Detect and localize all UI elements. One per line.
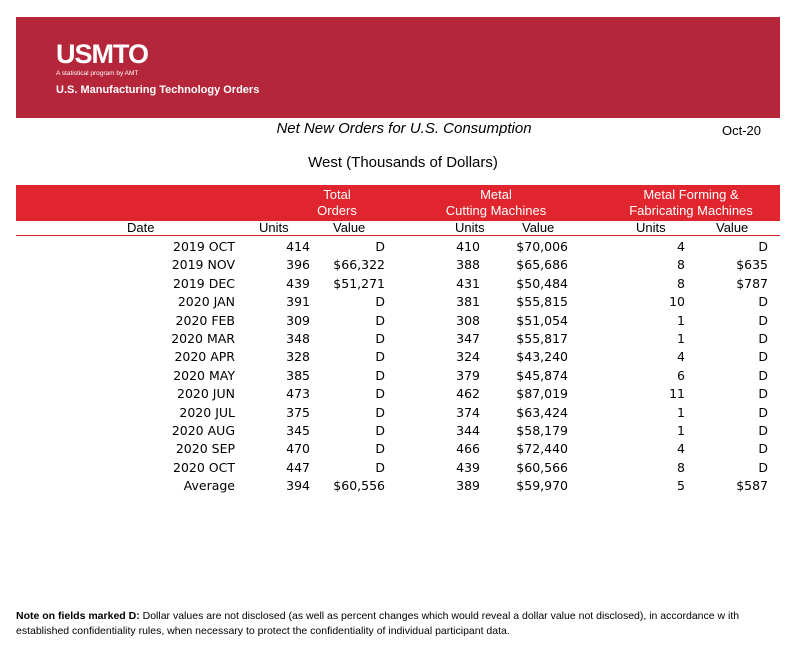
cell-date: 2020 MAY: [173, 367, 235, 383]
cell-forming-value: D: [758, 459, 768, 475]
cell-forming-value: D: [758, 294, 768, 310]
col-cutting-units: Units: [455, 220, 485, 235]
cell-date: 2019 OCT: [173, 239, 235, 254]
cell-forming-units: 8: [677, 275, 685, 291]
cell-total-units: 447: [286, 459, 310, 475]
cell-date: 2019 DEC: [172, 275, 235, 291]
table-row: [0, 422, 800, 440]
cell-total-units: 391: [286, 294, 310, 310]
cell-date: 2020 AUG: [171, 422, 235, 438]
cell-forming-value: $635: [736, 257, 768, 273]
cell-forming-units: 1: [677, 422, 685, 438]
cell-total-value: D: [375, 312, 385, 328]
cell-forming-units: 8: [677, 459, 685, 475]
col-cutting-value: Value: [522, 220, 555, 235]
cell-total-units: 473: [286, 386, 310, 402]
banner-title: U.S. Manufacturing Technology Orders: [56, 84, 260, 96]
cell-forming-value: D: [758, 312, 768, 328]
table-row: [0, 440, 800, 458]
cell-total-value: D: [375, 367, 385, 383]
col-forming-value: Value: [716, 220, 749, 235]
table-row: [0, 348, 800, 366]
group-total-orders: Total Orders: [317, 187, 357, 218]
col-forming-units: Units: [636, 220, 666, 235]
cell-cutting-value: $58,179: [516, 422, 568, 438]
cell-cutting-units: 466: [456, 441, 480, 457]
col-total-value: Value: [333, 220, 366, 235]
table-row: [0, 330, 800, 348]
cell-cutting-value: $59,970: [516, 478, 568, 494]
cell-cutting-units: 410: [456, 239, 480, 254]
data-table: [0, 238, 800, 495]
cell-total-value: D: [375, 441, 385, 457]
cell-cutting-units: 379: [456, 367, 480, 383]
cell-forming-value: $587: [736, 478, 768, 494]
group-header-bar: [16, 185, 780, 221]
cell-forming-value: D: [758, 386, 768, 402]
cell-cutting-value: $72,440: [516, 441, 568, 457]
cell-total-value: D: [375, 349, 385, 365]
cell-forming-value: D: [758, 404, 768, 420]
cell-date: 2020 FEB: [175, 312, 235, 328]
cell-cutting-value: $45,874: [516, 367, 568, 383]
table-row: [0, 293, 800, 311]
cell-forming-units: 5: [677, 478, 685, 494]
cell-date: 2020 JAN: [177, 294, 235, 310]
cell-cutting-value: $63,424: [516, 404, 568, 420]
logo-subtitle: A statistical program by AMT: [56, 70, 139, 77]
cell-forming-value: D: [758, 330, 768, 346]
cell-cutting-units: 308: [456, 312, 480, 328]
cell-date: 2020 JUL: [179, 404, 235, 420]
header-divider: [16, 235, 780, 236]
cell-cutting-units: 431: [456, 275, 480, 291]
cell-date: Average: [183, 478, 235, 494]
cell-forming-value: D: [758, 349, 768, 365]
cell-forming-units: 4: [677, 349, 685, 365]
cell-cutting-units: 388: [456, 257, 480, 273]
cell-forming-units: 8: [677, 257, 685, 273]
cell-cutting-units: 374: [456, 404, 480, 420]
cell-total-units: 309: [286, 312, 310, 328]
cell-forming-units: 1: [677, 330, 685, 346]
cell-forming-units: 6: [677, 367, 685, 383]
cell-total-units: 348: [286, 330, 310, 346]
cell-total-units: 328: [286, 349, 310, 365]
table-row: [0, 404, 800, 422]
table-row: [0, 256, 800, 274]
table-row: [0, 385, 800, 403]
cell-total-units: 414: [286, 239, 310, 254]
cell-date: 2020 SEP: [175, 441, 235, 457]
cell-total-value: D: [375, 239, 385, 254]
cell-cutting-units: 389: [456, 478, 480, 494]
cell-total-value: D: [375, 294, 385, 310]
cell-forming-units: 1: [677, 404, 685, 420]
cell-cutting-value: $51,054: [516, 312, 568, 328]
usmto-logo: USMTO: [56, 39, 149, 69]
cell-total-value: D: [375, 330, 385, 346]
cell-cutting-value: $50,484: [516, 275, 568, 291]
cell-total-units: 385: [286, 367, 310, 383]
cell-total-units: 375: [286, 404, 310, 420]
cell-date: 2020 JUN: [177, 386, 235, 402]
cell-cutting-units: 381: [456, 294, 480, 310]
cell-total-units: 439: [286, 275, 310, 291]
table-row: [0, 238, 800, 256]
table-row: [0, 312, 800, 330]
cell-cutting-units: 462: [456, 386, 480, 402]
cell-forming-value: D: [758, 422, 768, 438]
cell-forming-units: 4: [677, 239, 685, 254]
cell-total-value: $51,271: [333, 275, 385, 291]
cell-cutting-value: $70,006: [516, 239, 568, 254]
cell-total-value: D: [375, 386, 385, 402]
cell-total-value: D: [375, 459, 385, 475]
cell-total-units: 396: [286, 257, 310, 273]
cell-cutting-value: $55,815: [516, 294, 568, 310]
table-row: [0, 275, 800, 293]
average-row: [0, 477, 800, 495]
table-row: [0, 367, 800, 385]
region-title: West (Thousands of Dollars): [308, 154, 498, 171]
cell-date: 2020 OCT: [173, 459, 235, 475]
report-period: Oct-20: [722, 123, 762, 138]
cell-forming-value: D: [758, 367, 768, 383]
cell-cutting-value: $87,019: [516, 386, 568, 402]
cell-total-units: 470: [286, 441, 310, 457]
cell-forming-value: D: [758, 441, 768, 457]
cell-forming-units: 10: [669, 294, 685, 310]
cell-cutting-value: $55,817: [516, 330, 568, 346]
table-row: [0, 459, 800, 477]
cell-cutting-units: 344: [456, 422, 480, 438]
cell-total-value: D: [375, 404, 385, 420]
cell-forming-units: 1: [677, 312, 685, 328]
cell-cutting-units: 347: [456, 330, 480, 346]
cell-forming-value: D: [758, 239, 768, 254]
col-date: Date: [127, 220, 155, 235]
cell-cutting-value: $43,240: [516, 349, 568, 365]
cell-date: 2019 NOV: [171, 257, 235, 273]
cell-cutting-units: 439: [456, 459, 480, 475]
cell-total-units: 394: [286, 478, 310, 494]
cell-forming-value: $787: [736, 275, 768, 291]
cell-total-value: D: [375, 422, 385, 438]
cell-total-value: $66,322: [333, 257, 385, 273]
cell-forming-units: 4: [677, 441, 685, 457]
cell-total-value: $60,556: [333, 478, 385, 494]
header-banner: [16, 17, 780, 118]
cell-date: 2020 MAR: [171, 330, 235, 346]
cell-date: 2020 APR: [174, 349, 235, 365]
footnote: Note on fields marked D: Dollar values are not disclosed (as well as percent changes which would reveal a dollar value not disclosed), in accordance w ith established confidentiality rules, when necessary to protect the confidentiality of individual participant data.: [16, 610, 740, 637]
group-metal-cutting: Metal Cutting Machines: [445, 187, 547, 218]
cell-cutting-units: 324: [456, 349, 480, 365]
cell-total-units: 345: [286, 422, 310, 438]
cell-forming-units: 11: [669, 386, 685, 402]
cell-cutting-value: $65,686: [516, 257, 568, 273]
cell-cutting-value: $60,566: [516, 459, 568, 475]
report-title: Net New Orders for U.S. Consumption: [276, 120, 532, 137]
group-metal-forming: Metal Forming & Fabricating Machines: [629, 187, 753, 218]
col-total-units: Units: [259, 220, 289, 235]
